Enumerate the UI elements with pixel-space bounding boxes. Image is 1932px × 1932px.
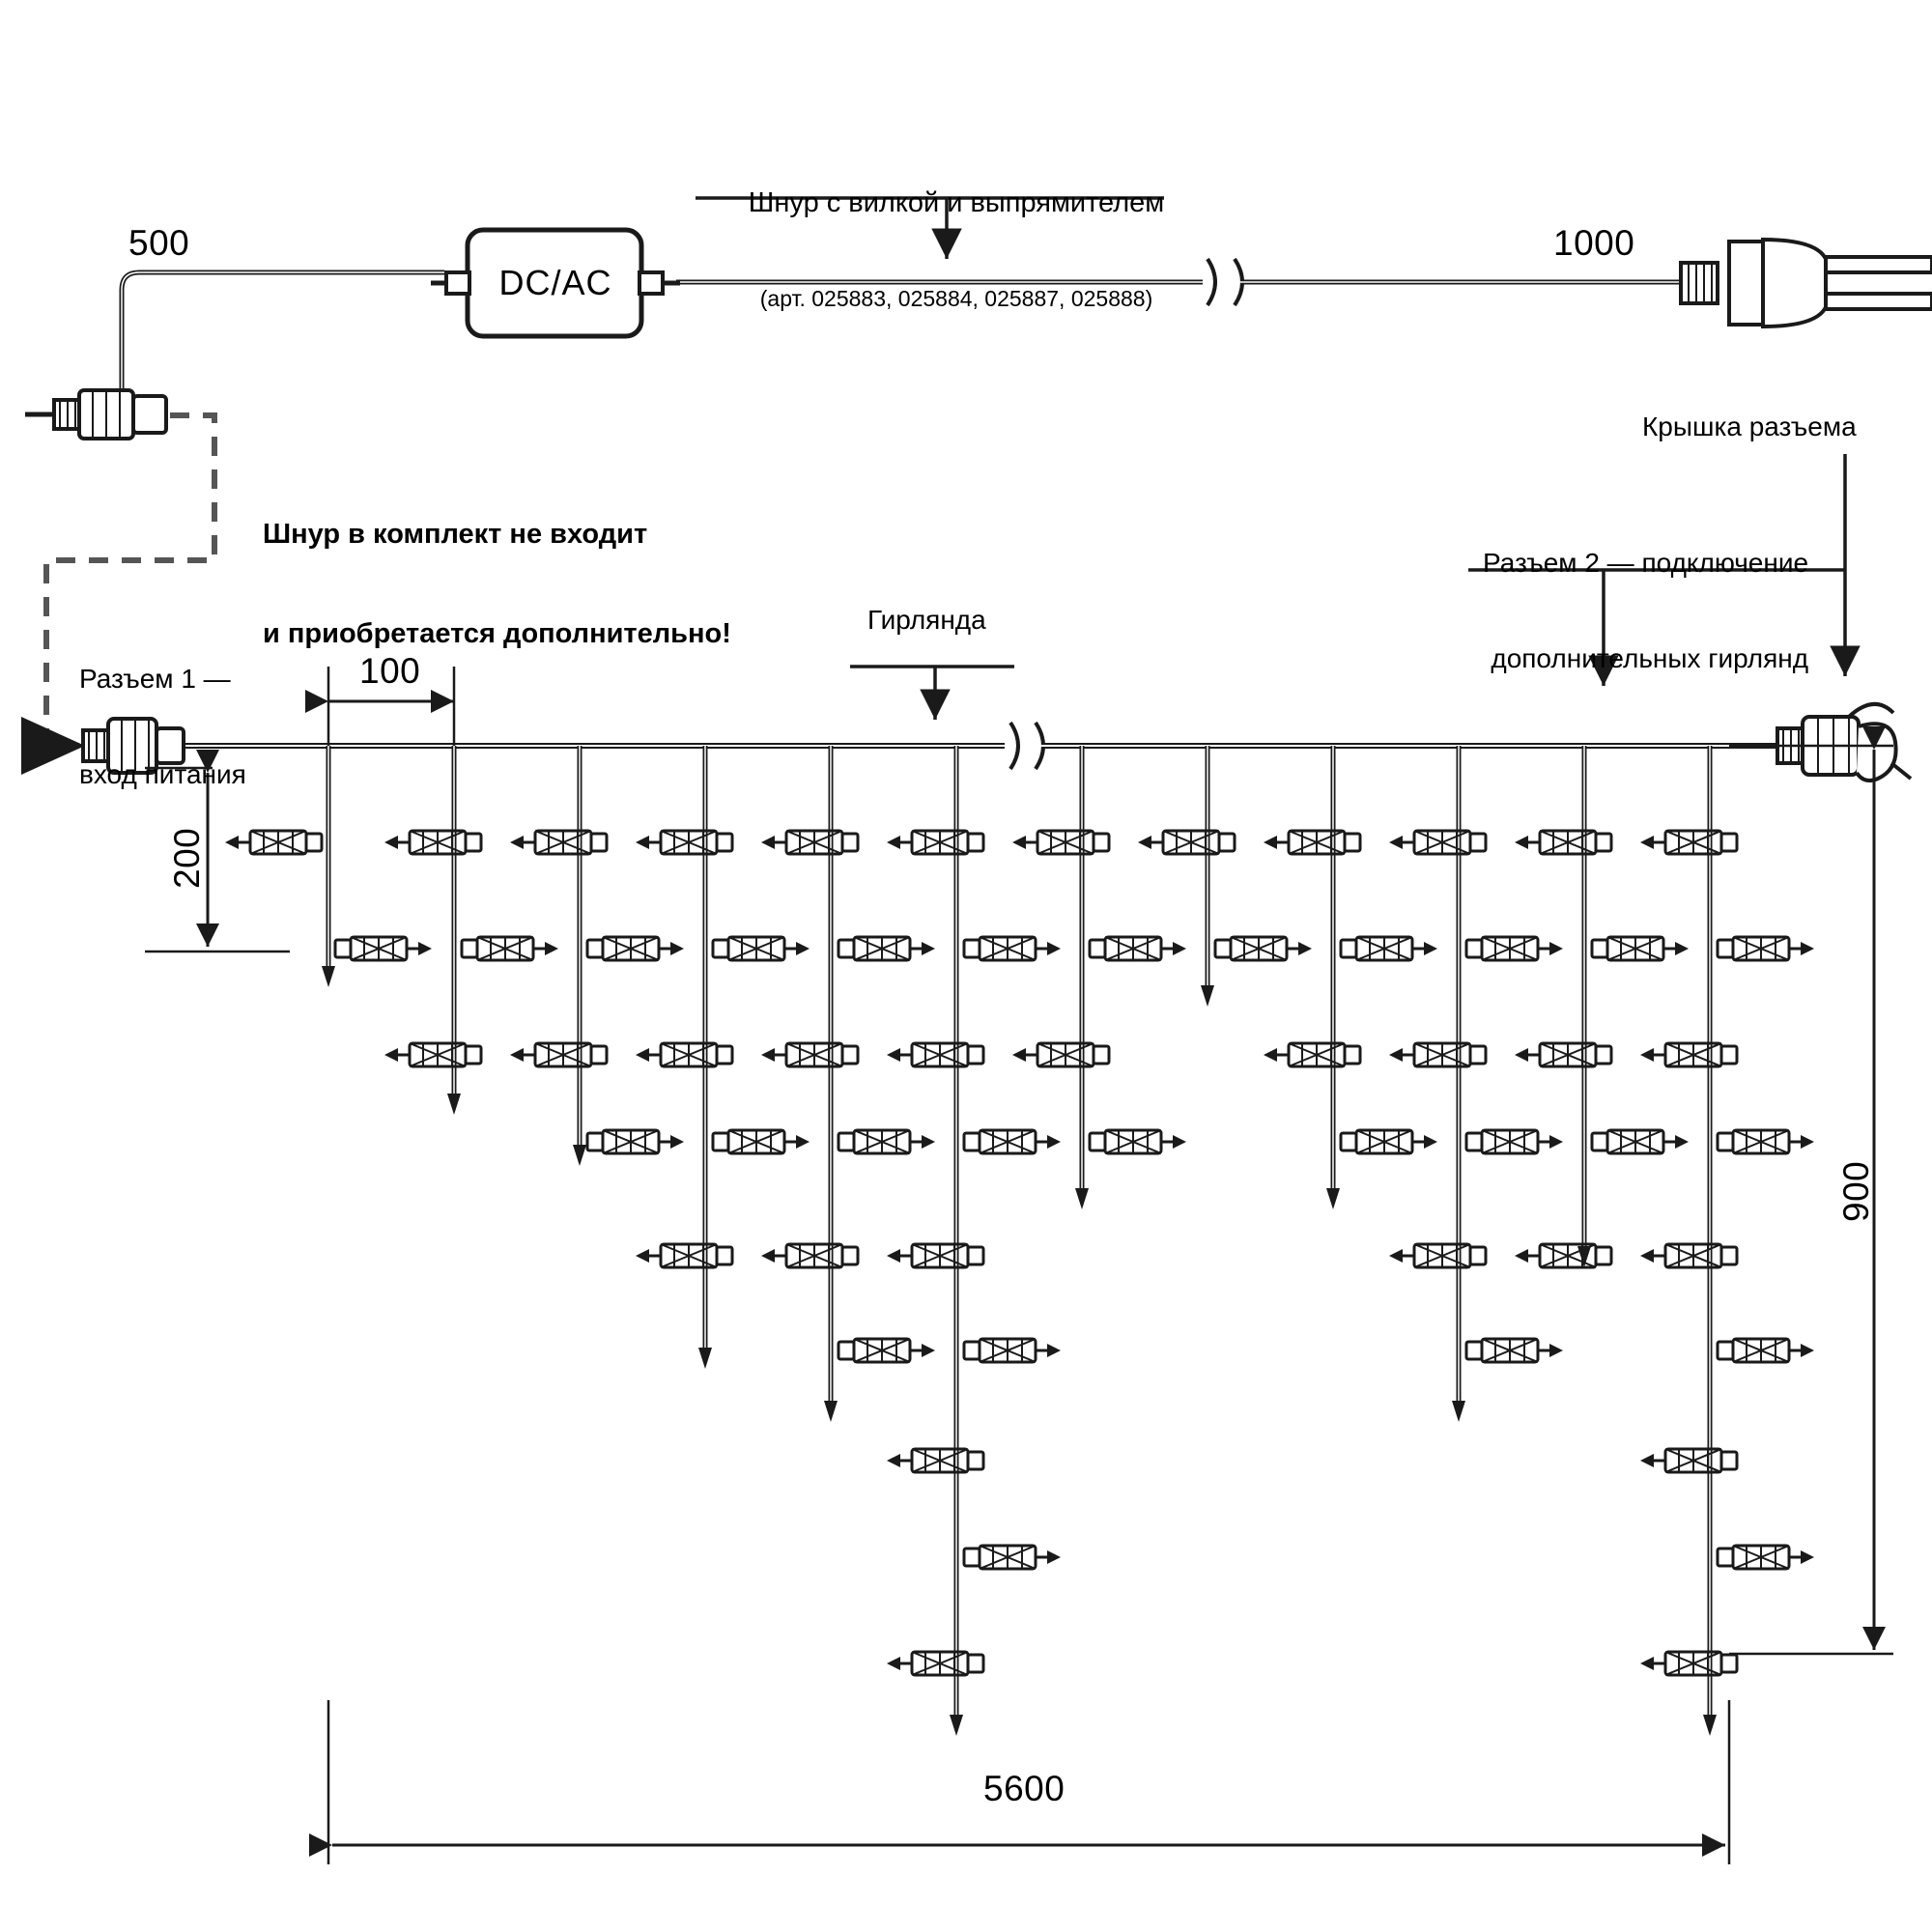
strand [636, 746, 810, 1369]
cord-subtitle-text: (арт. 025883, 025884, 025887, 025888) [759, 286, 1153, 312]
warning-note [263, 452, 731, 717]
dimension-label-100: 100 [359, 651, 421, 691]
connector1-line-1: Разъем 1 — [79, 664, 231, 695]
garland-callout: Гирлянда [867, 605, 986, 635]
connector2-line-1: Разъем 2 — подключение [1483, 548, 1809, 579]
connector2-callout [1483, 483, 1808, 738]
dimension-label-5600: 5600 [983, 1769, 1065, 1808]
warning-line-2: и приобретается дополнительно! [263, 618, 731, 650]
strand [761, 746, 935, 1422]
cord-title-label [580, 121, 1333, 379]
strand [1138, 746, 1312, 1007]
strand [1264, 746, 1437, 1209]
dimension-label-1000: 1000 [1553, 223, 1635, 263]
power-plug-icon [1681, 240, 1932, 327]
dimension-label-200: 200 [167, 827, 207, 889]
strand [887, 746, 1061, 1736]
cord-title-text: Шнур с вилкой и выпрямителем [748, 187, 1165, 219]
strand [1515, 746, 1689, 1267]
strand [1012, 746, 1186, 1209]
cable-connector-icon-cord [25, 390, 166, 439]
connector2-line-2: дополнительных гирлянд [1491, 643, 1809, 674]
strand [1640, 746, 1814, 1736]
connector-cap-callout: Крышка разъема [1642, 412, 1857, 441]
connector1-line-2: вход питания [79, 759, 246, 790]
strand [384, 746, 558, 1115]
garland-callout-leader [850, 667, 1014, 720]
dc-ac-label: DC/AC [498, 263, 612, 302]
garland-strands [225, 746, 1814, 1736]
strand [1389, 746, 1563, 1422]
dimension-label-900: 900 [1836, 1160, 1876, 1222]
connector1-callout [79, 599, 246, 854]
dimension-label-500: 500 [128, 223, 190, 263]
strand [510, 746, 684, 1166]
warning-line-1: Шнур в комплект не входит [263, 519, 648, 551]
